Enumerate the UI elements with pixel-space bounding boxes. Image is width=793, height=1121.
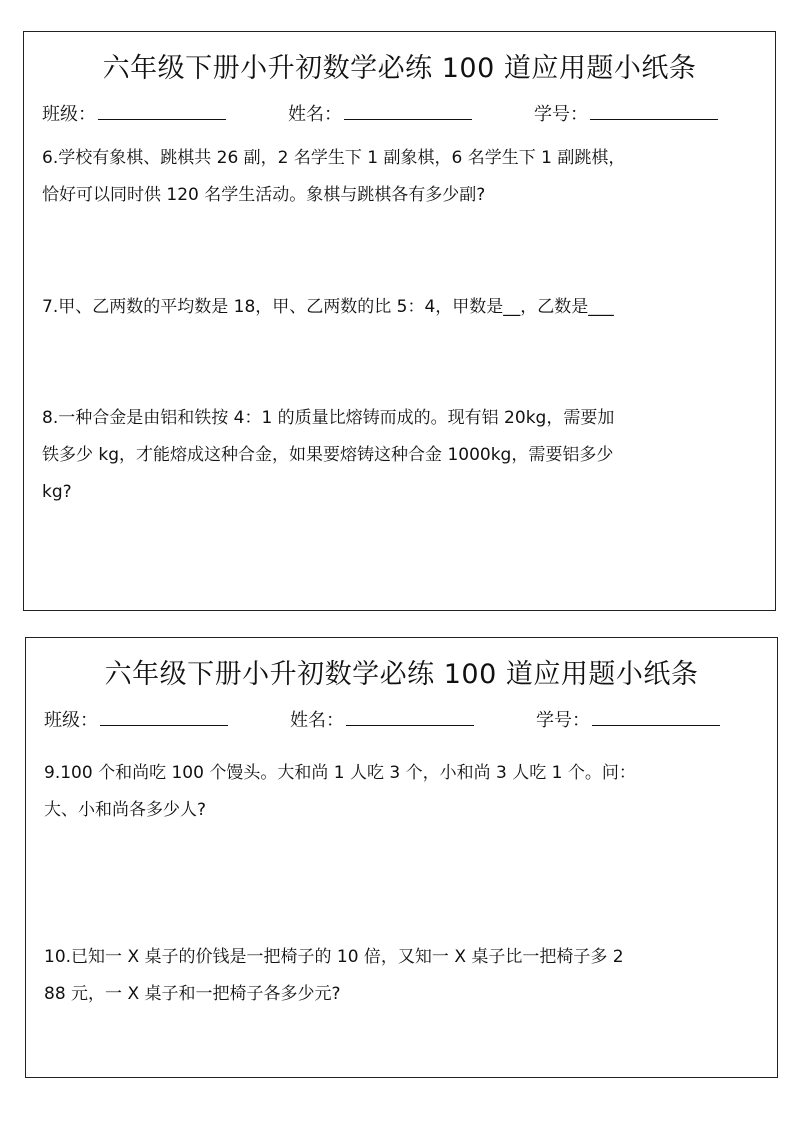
question-line: 88 元，一 X 桌子和一把椅子各多少元? — [44, 984, 341, 1004]
name-blank[interactable] — [346, 707, 474, 726]
name-blank[interactable] — [344, 101, 472, 120]
id-blank[interactable] — [592, 707, 720, 726]
class-field — [44, 706, 228, 732]
class-field — [42, 100, 226, 126]
worksheet-card-2 — [25, 637, 778, 1078]
class-label: 班级： — [42, 104, 96, 125]
name-field — [288, 100, 472, 126]
name-field — [290, 706, 474, 732]
question-line: 10.已知一 X 桌子的价钱是一把椅子的 10 倍，又知一 X 桌子比一把椅子多 2 — [44, 947, 624, 967]
question-8 — [42, 400, 757, 511]
id-label: 学号： — [534, 104, 588, 125]
class-label: 班级： — [44, 710, 98, 731]
question-7 — [42, 289, 757, 326]
question-line: 9.100 个和尚吃 100 个馒头。大和尚 1 人吃 3 个，小和尚 3 人吃 1 个。问： — [44, 763, 636, 783]
question-line: 7.甲、乙两数的平均数是 18，甲、乙两数的比 5：4，甲数是__，乙数是___ — [42, 297, 614, 317]
student-info-row — [42, 100, 742, 124]
id-blank[interactable] — [590, 101, 718, 120]
question-line: 8.一种合金是由铝和铁按 4：1 的质量比熔铸而成的。现有铝 20kg，需要加 — [42, 408, 615, 428]
question-line: 6.学校有象棋、跳棋共 26 副，2 名学生下 1 副象棋，6 名学生下 1 副跳棋， — [42, 148, 626, 168]
id-label: 学号： — [536, 710, 590, 731]
question-6 — [42, 140, 757, 214]
name-label: 姓名： — [288, 104, 342, 125]
class-blank[interactable] — [98, 101, 226, 120]
worksheet-card-1 — [23, 31, 776, 611]
question-line: 铁多少 kg，才能熔成这种合金，如果要熔铸这种合金 1000kg，需要铝多少 — [42, 445, 614, 465]
question-line: kg? — [42, 482, 72, 502]
class-blank[interactable] — [100, 707, 228, 726]
card-title: 六年级下册小升初数学必练 100 道应用题小纸条 — [102, 53, 697, 84]
question-line: 大、小和尚各多少人? — [44, 800, 207, 820]
student-info-row — [44, 706, 744, 730]
question-10 — [44, 939, 759, 1013]
question-9 — [44, 755, 759, 829]
card-title: 六年级下册小升初数学必练 100 道应用题小纸条 — [104, 659, 699, 690]
question-line: 恰好可以同时供 120 名学生活动。象棋与跳棋各有多少副? — [42, 185, 486, 205]
id-field — [534, 100, 718, 126]
name-label: 姓名： — [290, 710, 344, 731]
id-field — [536, 706, 720, 732]
